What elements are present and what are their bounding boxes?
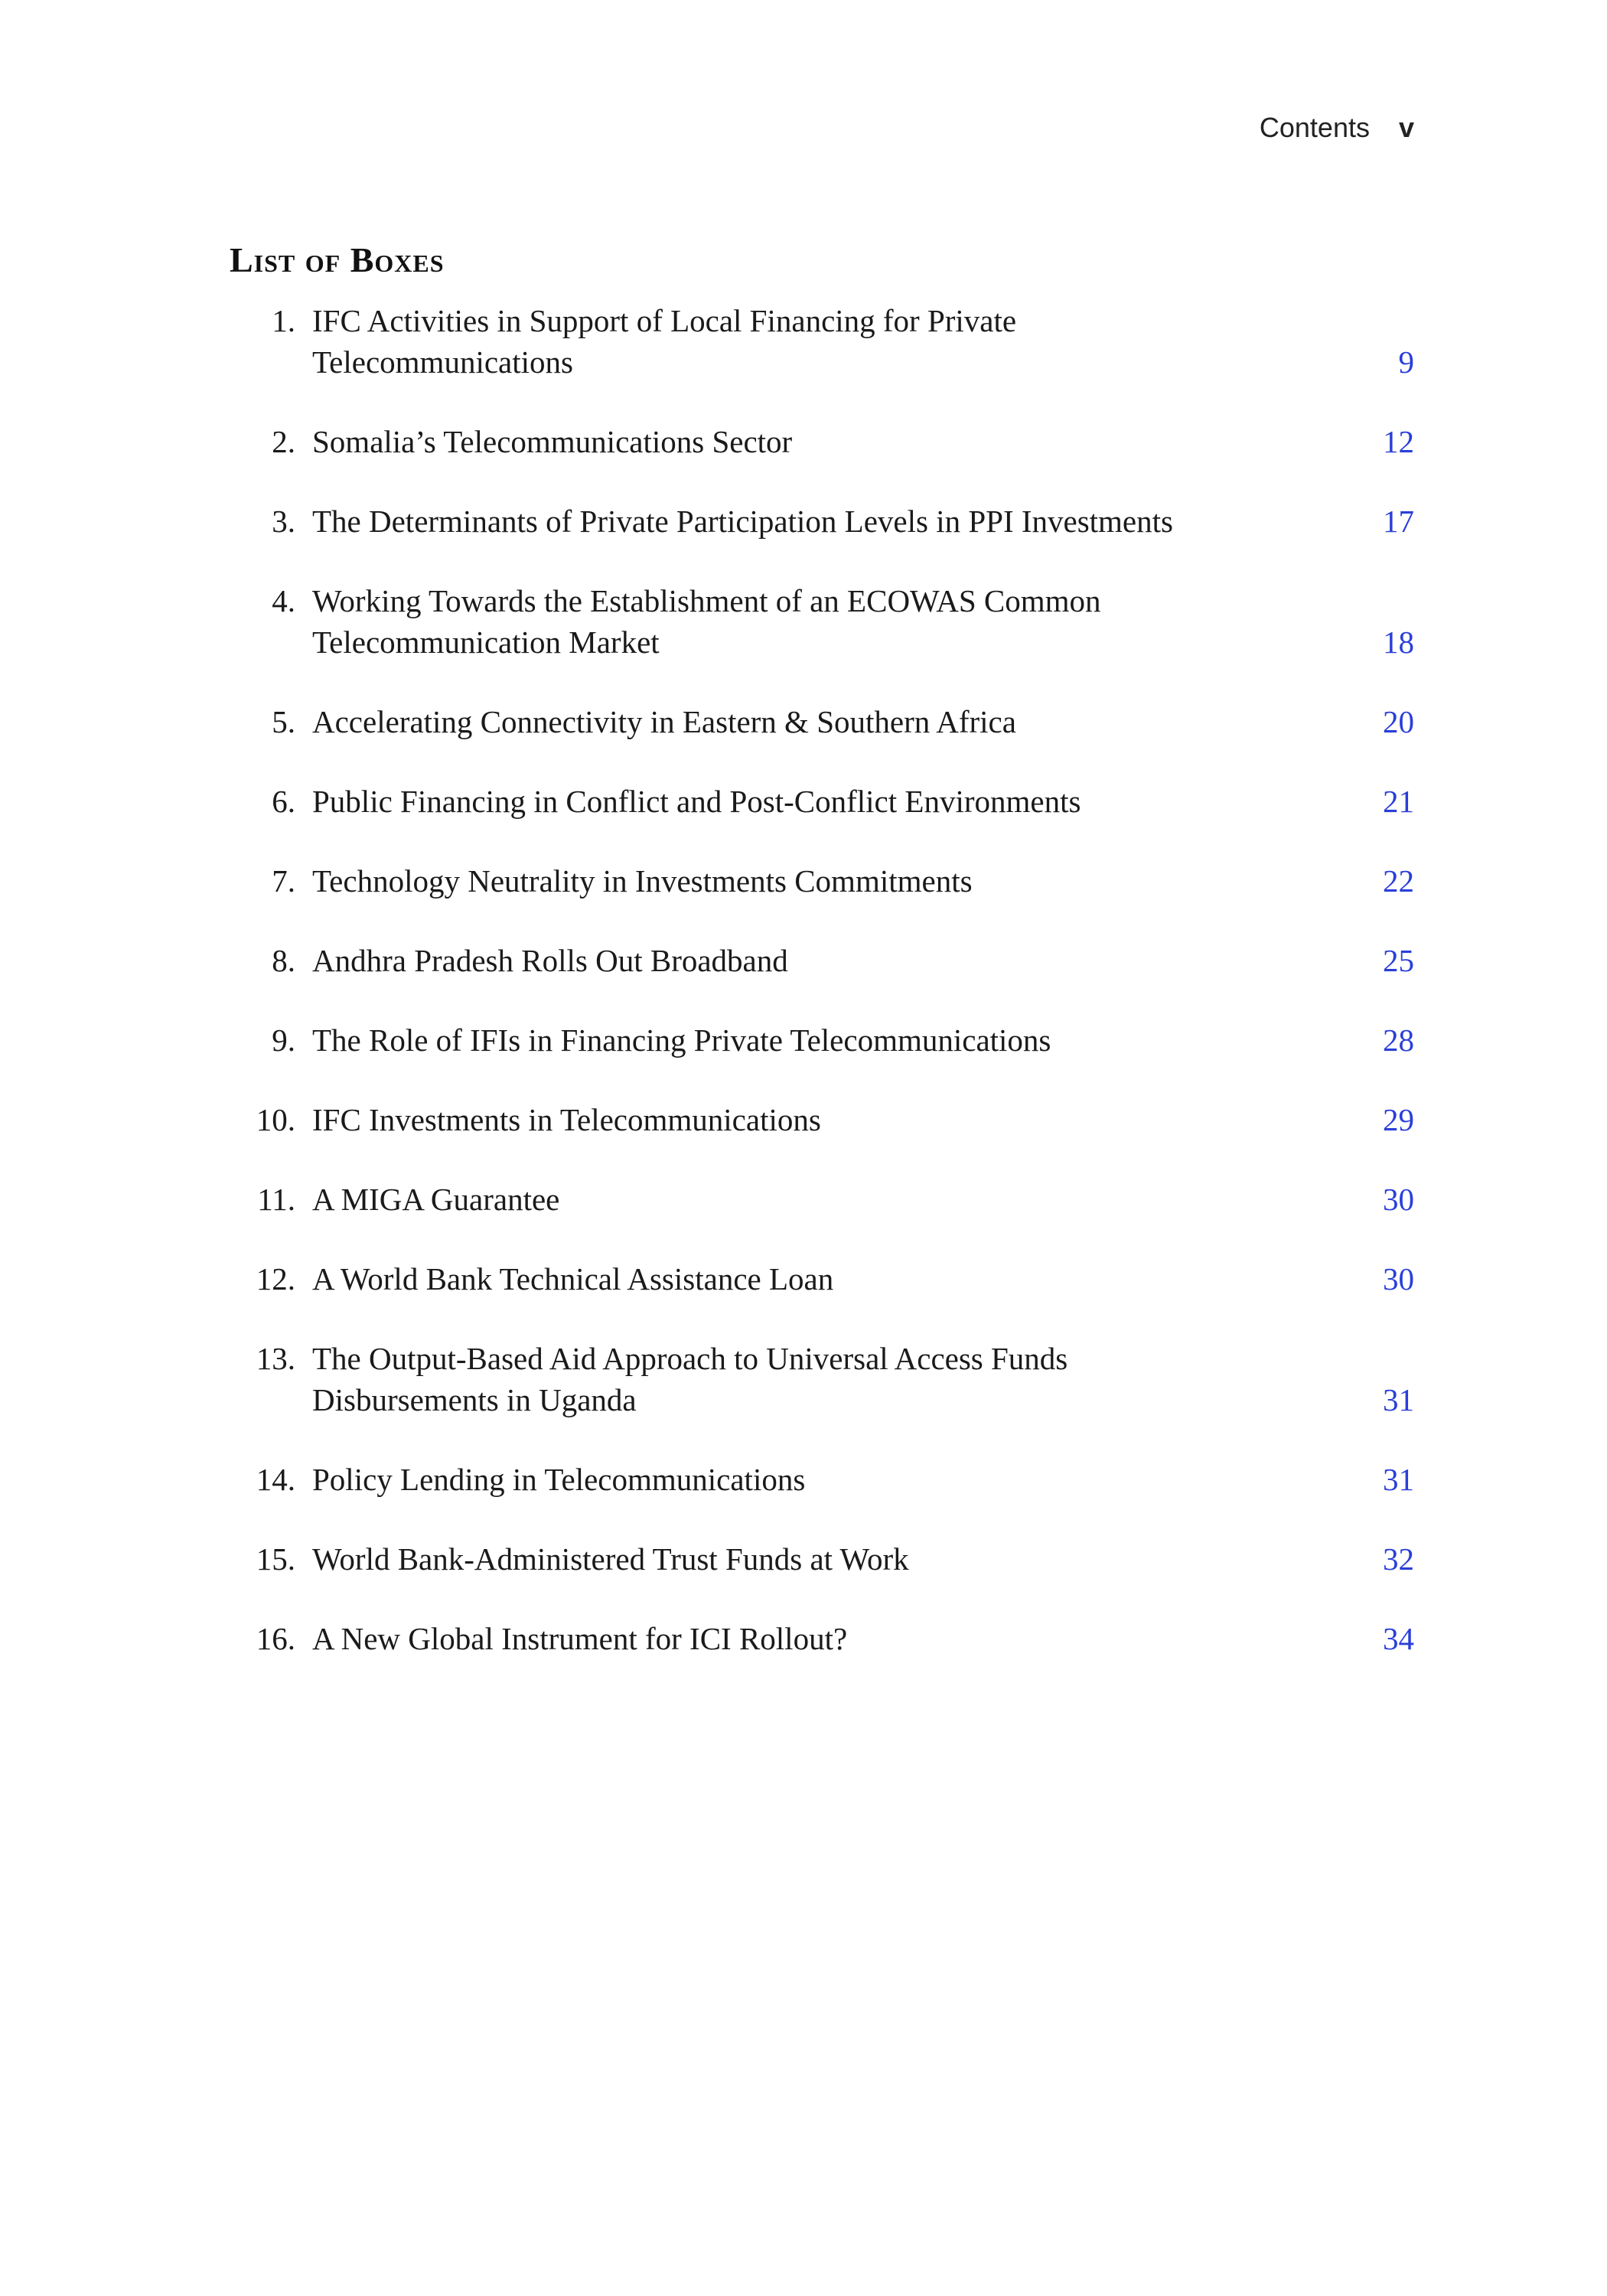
list-of-boxes-heading: List of Boxes: [230, 240, 445, 279]
entry-page-link[interactable]: 28: [1383, 1022, 1414, 1058]
entry-title: [295, 580, 1368, 663]
entry-number-text: 16.: [256, 1621, 295, 1656]
toc-entry[interactable]: [230, 1338, 1414, 1420]
entry-number-text: 11.: [257, 1182, 295, 1217]
box-list: [230, 300, 1414, 1698]
toc-entry[interactable]: [230, 781, 1414, 822]
toc-entry[interactable]: [230, 940, 1414, 981]
entry-number: [230, 940, 295, 981]
entry-title: [295, 860, 1368, 902]
entry-number: [230, 1618, 295, 1659]
entry-title: [295, 1179, 1368, 1220]
entry-title-line: Accelerating Connectivity in Eastern & Southern Africa: [312, 704, 1016, 739]
entry-page-link[interactable]: 29: [1383, 1102, 1414, 1137]
entry-page-link[interactable]: 21: [1383, 784, 1414, 819]
entry-title: [295, 1618, 1368, 1659]
entry-title-line: Somalia’s Telecommunications Sector: [312, 424, 793, 459]
entry-title-line: The Determinants of Private Participation Levels in PPI Investments: [312, 504, 1173, 539]
entry-number: [230, 1459, 295, 1500]
toc-entry[interactable]: [230, 701, 1414, 742]
entry-page-link[interactable]: 30: [1383, 1261, 1414, 1296]
entry-number: [230, 501, 295, 542]
page-folio: v: [1398, 112, 1414, 143]
entry-title-line: The Role of IFIs in Financing Private Telecommunications: [312, 1022, 1051, 1058]
entry-page-link[interactable]: 17: [1383, 504, 1414, 539]
toc-entry[interactable]: [230, 501, 1414, 542]
entry-title: [295, 1538, 1368, 1580]
toc-entry[interactable]: [230, 1099, 1414, 1140]
toc-entry[interactable]: [230, 1179, 1414, 1220]
toc-entry[interactable]: [230, 1019, 1414, 1061]
entry-number: [230, 860, 295, 902]
entry-page-link[interactable]: 22: [1383, 863, 1414, 899]
entry-title: [295, 1338, 1368, 1420]
entry-page-link[interactable]: 30: [1383, 1182, 1414, 1217]
entry-number-text: 4.: [272, 583, 295, 618]
entry-title-line: A World Bank Technical Assistance Loan: [312, 1261, 834, 1296]
entry-number-text: 5.: [272, 704, 295, 739]
running-head: [1260, 112, 1414, 144]
entry-title-line: Public Financing in Conflict and Post-Conflict Environments: [312, 784, 1081, 819]
toc-entry[interactable]: [230, 860, 1414, 902]
entry-number-text: 1.: [272, 303, 295, 338]
entry-title-line: Telecommunications: [312, 344, 573, 380]
entry-title: [295, 940, 1368, 981]
entry-title-line: The Output-Based Aid Approach to Universal Access Funds: [312, 1341, 1068, 1376]
entry-page-link[interactable]: 20: [1383, 704, 1414, 739]
entry-title: [295, 300, 1368, 383]
entry-title-line: IFC Activities in Support of Local Financing for Private: [312, 303, 1017, 338]
entry-number: [230, 300, 295, 341]
entry-number-text: 6.: [272, 784, 295, 819]
entry-number-text: 14.: [256, 1462, 295, 1497]
entry-page-link[interactable]: 31: [1383, 1382, 1414, 1417]
entry-number: [230, 701, 295, 742]
entry-number: [230, 1338, 295, 1379]
entry-title: [295, 501, 1368, 542]
entry-number-text: 10.: [256, 1102, 295, 1137]
entry-number-text: 3.: [272, 504, 295, 539]
entry-title: [295, 1258, 1368, 1300]
entry-title-line: Andhra Pradesh Rolls Out Broadband: [312, 943, 788, 978]
entry-number: [230, 580, 295, 621]
entry-number: [230, 421, 295, 462]
entry-title: [295, 1099, 1368, 1140]
toc-entry[interactable]: [230, 300, 1414, 383]
entry-title: [295, 781, 1368, 822]
entry-number-text: 7.: [272, 863, 295, 899]
toc-entry[interactable]: [230, 580, 1414, 663]
entry-title: [295, 701, 1368, 742]
toc-entry[interactable]: [230, 1258, 1414, 1300]
entry-number: [230, 1258, 295, 1300]
entry-title-line: Telecommunication Market: [312, 625, 660, 660]
entry-number-text: 8.: [272, 943, 295, 978]
entry-number: [230, 1019, 295, 1061]
entry-page-link[interactable]: 9: [1398, 344, 1414, 380]
entry-page-link[interactable]: 25: [1383, 943, 1414, 978]
entry-title-line: Working Towards the Establishment of an ECOWAS Common: [312, 583, 1101, 618]
entry-page-link[interactable]: 12: [1383, 424, 1414, 459]
entry-page-link[interactable]: 18: [1383, 625, 1414, 660]
toc-entry[interactable]: [230, 1459, 1414, 1500]
entry-title-line: Disbursements in Uganda: [312, 1382, 637, 1417]
entry-number-text: 15.: [256, 1541, 295, 1577]
toc-entry[interactable]: [230, 421, 1414, 462]
entry-number: [230, 781, 295, 822]
running-head-label: Contents: [1259, 112, 1370, 143]
toc-entry[interactable]: [230, 1618, 1414, 1659]
entry-title: [295, 421, 1368, 462]
entry-title-line: IFC Investments in Telecommunications: [312, 1102, 821, 1137]
entry-title-line: A MIGA Guarantee: [312, 1182, 560, 1217]
entry-page-link[interactable]: 31: [1383, 1462, 1414, 1497]
entry-title-line: Policy Lending in Telecommunications: [312, 1462, 806, 1497]
entry-title: [295, 1019, 1368, 1061]
entry-title: [295, 1459, 1368, 1500]
entry-page-link[interactable]: 32: [1383, 1541, 1414, 1577]
entry-title-line: Technology Neutrality in Investments Commitments: [312, 863, 973, 899]
entry-title-line: World Bank-Administered Trust Funds at Work: [312, 1541, 909, 1577]
entry-number-text: 13.: [256, 1341, 295, 1376]
entry-number-text: 2.: [272, 424, 295, 459]
entry-number: [230, 1179, 295, 1220]
toc-entry[interactable]: [230, 1538, 1414, 1580]
entry-number: [230, 1099, 295, 1140]
entry-title-line: A New Global Instrument for ICI Rollout?: [312, 1621, 848, 1656]
entry-number: [230, 1538, 295, 1580]
entry-page-link[interactable]: 34: [1383, 1621, 1414, 1656]
entry-number-text: 12.: [256, 1261, 295, 1296]
entry-number-text: 9.: [272, 1022, 295, 1058]
